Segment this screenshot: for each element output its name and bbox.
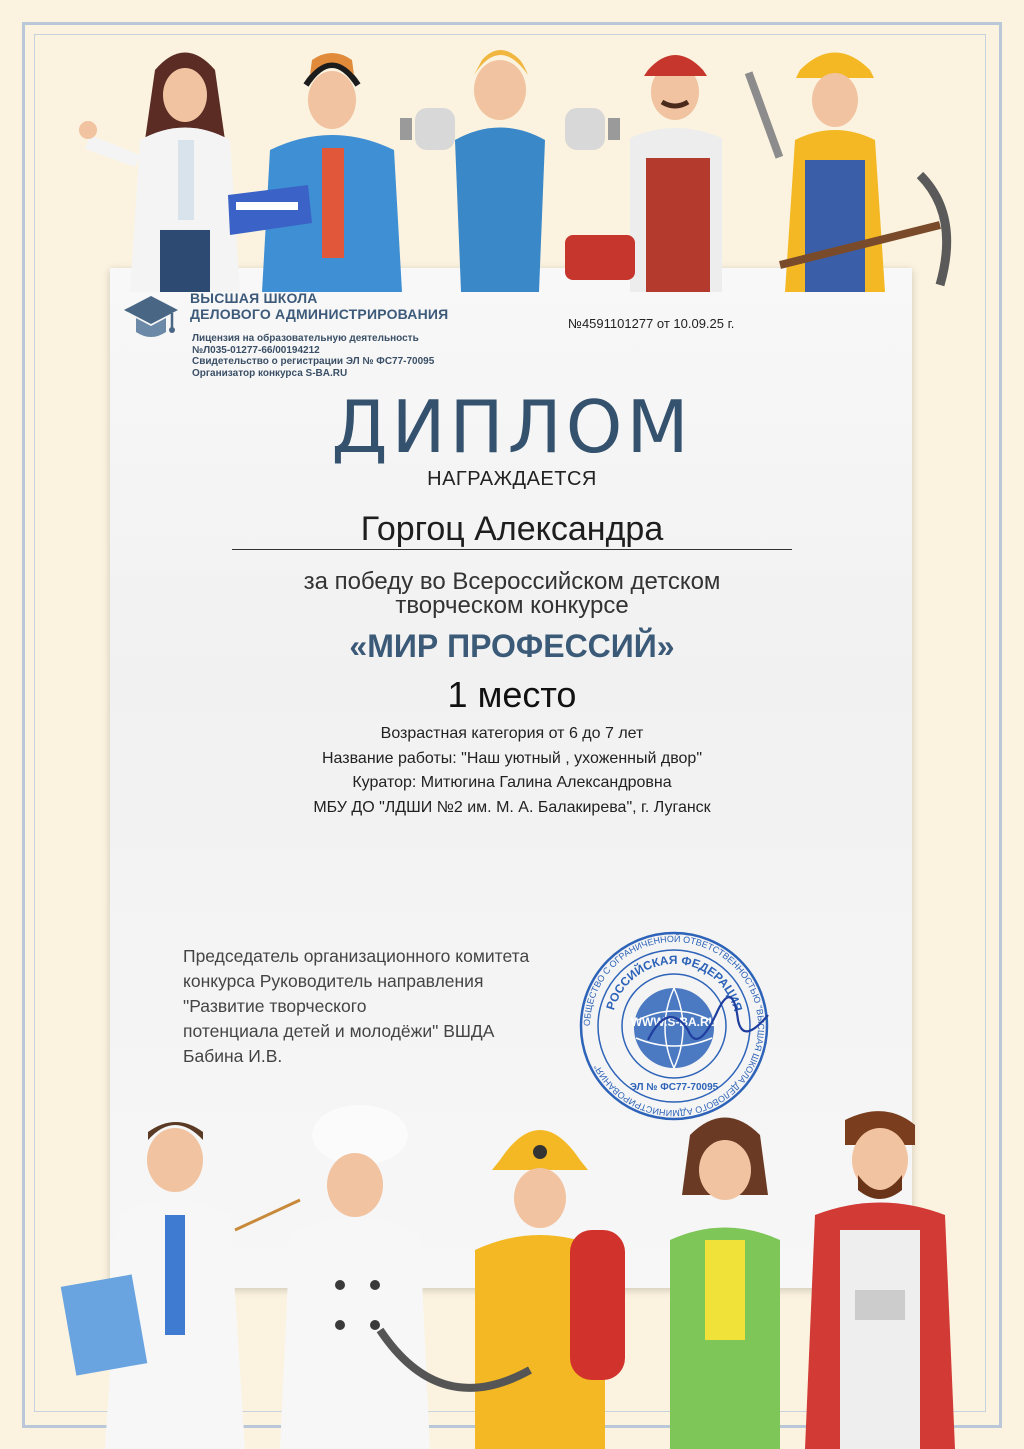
institution: МБУ ДО "ЛДШИ №2 им. М. А. Балакирева", г. Луганск — [313, 798, 711, 816]
age-category: Возрастная категория от 6 до 7 лет — [380, 725, 644, 742]
doctor-man-figure — [61, 1122, 245, 1449]
graduation-cap-icon — [120, 288, 182, 344]
signatory-block — [183, 944, 529, 1069]
awarded-label: НАГРАЖДАЕТСЯ — [427, 468, 597, 490]
school-name — [190, 290, 448, 322]
stamp-inner-text: РОССИЙСКАЯ ФЕДЕРАЦИЯ — [603, 952, 746, 1014]
contest-name: «МИР ПРОФЕССИЙ» — [349, 628, 675, 664]
document-number: №4591101277 от 10.09.25 г. — [568, 316, 735, 331]
chef-figure — [235, 1105, 430, 1449]
signatory-line4: потенциала детей и молодёжи" ВШДА — [183, 1021, 495, 1041]
award-details — [0, 722, 1024, 820]
signatory-line1: Председатель организационного комитета — [183, 946, 530, 966]
stamp-website: WWW.S-BA.RU — [630, 1015, 718, 1029]
award-reason — [0, 570, 1024, 618]
plumber-figure — [565, 55, 783, 292]
reason-line1: за победу во Всероссийском детском — [303, 568, 721, 595]
license-text: Лицензия на образовательную деятельность — [192, 333, 419, 344]
recipient-underline — [232, 549, 792, 550]
place-awarded: 1 место — [447, 674, 577, 715]
curator: Куратор: Митюгина Галина Александровна — [352, 774, 672, 791]
school-name-line2: ДЕЛОВОГО АДМИНИСТРИРОВАНИЯ — [190, 306, 449, 322]
reason-line2: творческом конкурсе — [395, 592, 629, 619]
miner-woman-figure — [780, 53, 947, 293]
work-title: Название работы: "Наш уютный , ухоженный двор" — [322, 749, 702, 767]
signatory-name: Бабина И.В. — [183, 1046, 283, 1066]
top-professions-illustration — [60, 30, 980, 292]
license-number: №Л035-01277-66/00194212 — [192, 344, 320, 356]
stamp-outer-text: ОБЩЕСТВО С ОГРАНИЧЕННОЙ ОТВЕТСТВЕННОСТЬЮ "ВЫСШАЯ ШКОЛА ДЕЛОВОГО АДМИНИСТРИРОВАНИЯ" — [581, 933, 767, 1119]
registration-text: Свидетельство о регистрации ЭЛ № ФС77-70095 — [192, 356, 435, 367]
bottom-professions-illustration — [50, 1090, 974, 1449]
organizer-text: Организатор конкурса S-BA.RU — [192, 367, 348, 379]
stamp-number: ЭЛ № ФС77-70095 — [629, 1082, 719, 1093]
signatory-line3: "Развитие творческого — [183, 996, 367, 1016]
school-name-line1: ВЫСШАЯ ШКОЛА — [190, 290, 318, 306]
barber-figure — [805, 1111, 955, 1449]
operator-man-figure — [228, 53, 402, 292]
recipient-name: Горгоц Александра — [360, 510, 664, 548]
diploma-title: ДИПЛОМ — [331, 385, 693, 469]
operator-woman-figure — [670, 1118, 780, 1449]
signatory-line2: конкурса Руководитель направления — [183, 971, 484, 991]
school-credentials — [192, 333, 434, 379]
doctor-woman-figure — [79, 53, 240, 293]
